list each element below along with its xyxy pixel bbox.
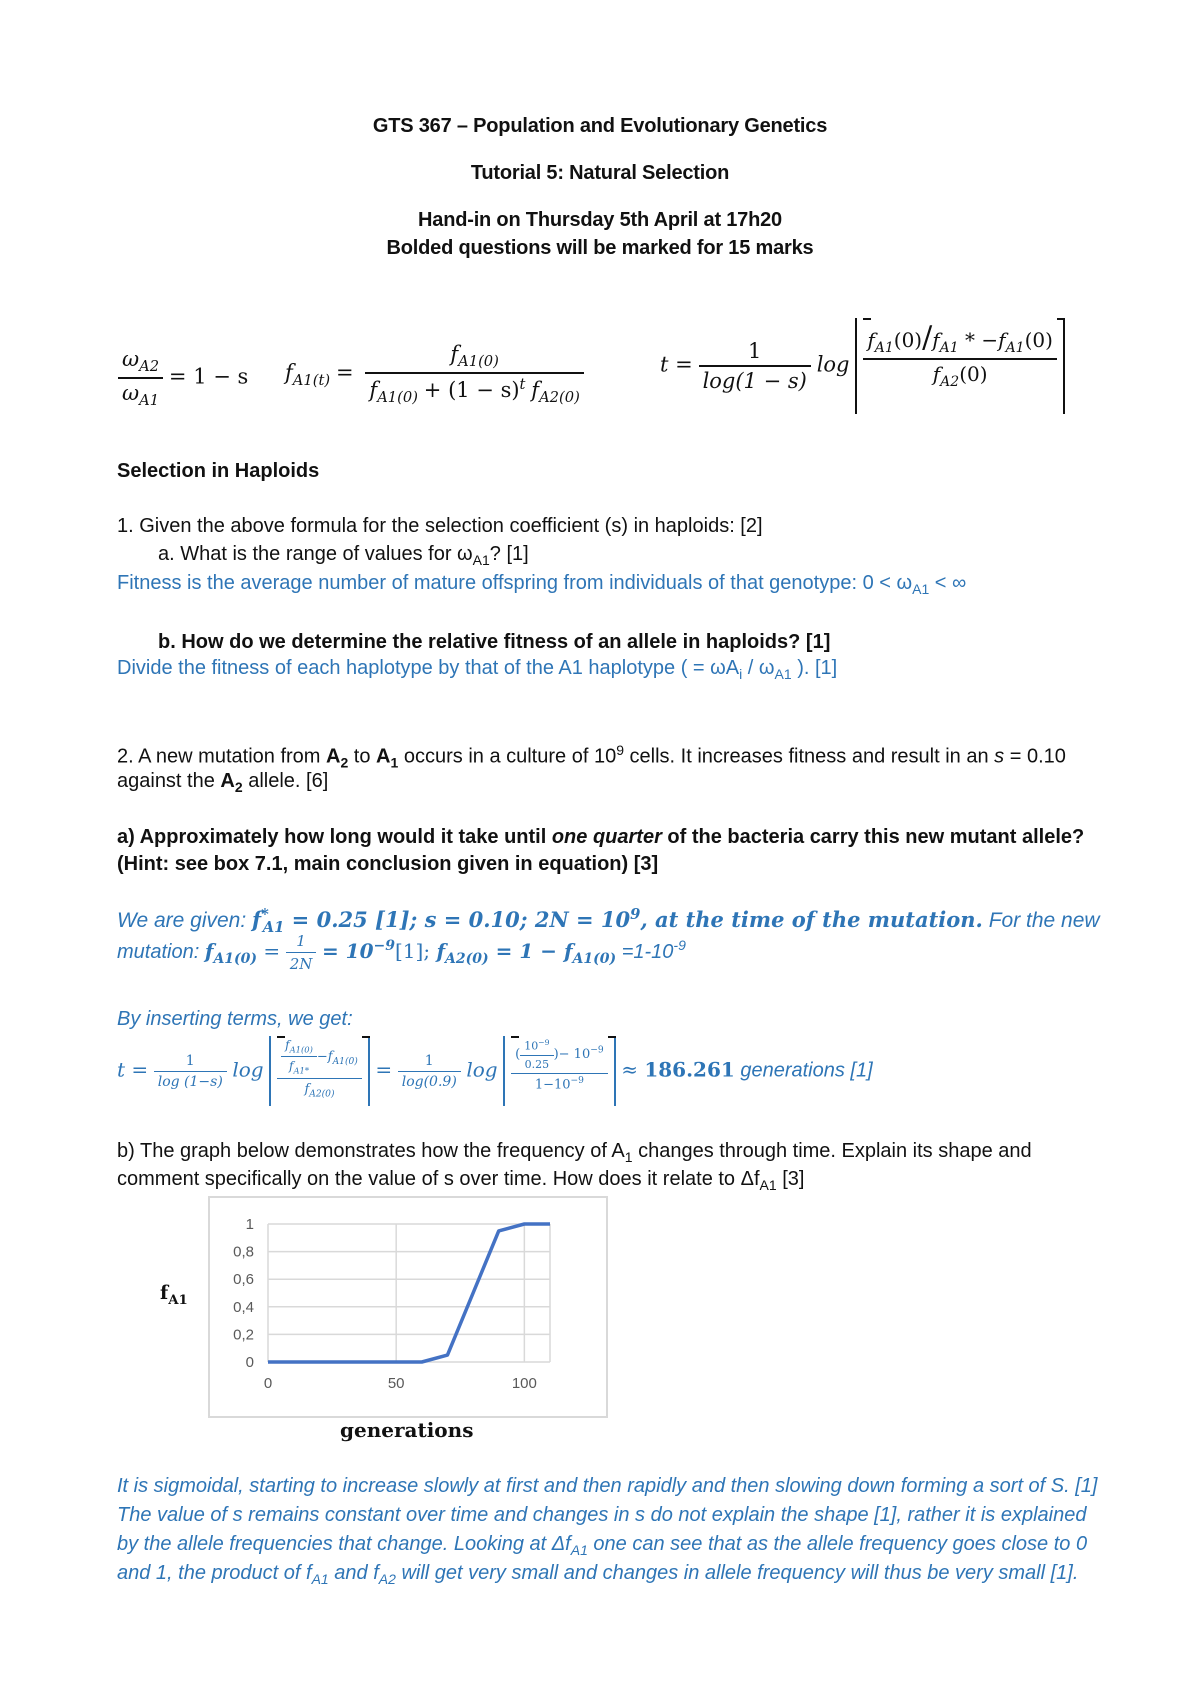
ans-b-l3-a: by the allele frequencies that change. Looking at Δf: [117, 1533, 571, 1555]
marks-note: Bolded questions will be marked for 15 marks: [386, 237, 814, 259]
q2b-l1: b) The graph below demonstrates how the frequency of A: [117, 1140, 625, 1162]
ans-b-l3-b: one can see that as the allele frequency goes close to 0: [587, 1533, 1088, 1555]
calc-in1-c: −f: [316, 1049, 333, 1065]
f2-den-exp: t: [519, 376, 526, 394]
f3-den-f-sub: A2: [940, 374, 960, 390]
question-2b-line1: [117, 1140, 1092, 1165]
calc-in1-c-sub: A1(0): [332, 1056, 358, 1067]
ans-mut-f: f: [436, 938, 446, 963]
y-tick-label: 0,4: [233, 1298, 254, 1316]
ylabel-sub: A1: [168, 1292, 188, 1308]
q2b-l2-b: [3]: [776, 1168, 805, 1190]
calc-eq: =: [375, 1057, 393, 1082]
f2-lhs: f: [285, 360, 293, 385]
f3-c: f: [998, 328, 1006, 352]
answer-2b-l4: [117, 1559, 1078, 1594]
f3-den-f: f: [932, 362, 941, 386]
calc-bracket-1: [269, 1036, 370, 1106]
question-2a-line1: [117, 826, 1084, 849]
f3-b-sub: A1: [939, 340, 959, 356]
calc-in2-a-sup: −9: [538, 1038, 550, 1047]
ans-given-a: We are given:: [117, 909, 253, 932]
f2-den-b: + (1 − s): [423, 378, 520, 403]
calc-in1-b: f: [289, 1059, 294, 1074]
f1-den-sub: A1: [139, 392, 160, 410]
a1a-sub: A1: [912, 581, 930, 597]
question-2b-line2: [117, 1168, 804, 1193]
q2a-l1-a: a) Approximately how long would it take until: [117, 826, 552, 848]
f3-slash: /: [922, 320, 933, 355]
q2-l1-e-sup: 9: [616, 742, 624, 758]
f2-den-a: f: [369, 378, 378, 403]
f1-den: ω: [122, 381, 140, 406]
f3-a: f: [867, 328, 875, 352]
calc-in2-c-sup: −9: [590, 1045, 604, 1056]
ans-mut-c: =: [257, 938, 281, 963]
calc-log2: log: [466, 1057, 498, 1082]
q2-l2-c: allele. [6]: [242, 770, 329, 792]
a1b-sub2: A1: [774, 666, 792, 682]
f3-b: f: [932, 328, 940, 352]
ans-mut-fnum: 1: [286, 932, 317, 953]
chart-xlabel: generations: [340, 1418, 474, 1442]
y-tick-label: 0,8: [233, 1243, 254, 1261]
f3-c-arg: (0): [1024, 328, 1053, 352]
ans-mut-h-sub: A1(0): [572, 950, 617, 967]
f2-lhs-sub: A1(t): [292, 371, 331, 389]
question-2a-line2: (Hint: see box 7.1, main conclusion given in equation) [3]: [117, 853, 659, 875]
f1-rhs: = 1 − s: [168, 364, 249, 389]
answer-2a-calculation: [117, 1036, 873, 1106]
chart-ylabel: [160, 1282, 188, 1308]
f2-num: f: [450, 342, 459, 366]
calc-in2-c: − 10: [558, 1046, 591, 1062]
tutorial-title: Tutorial 5: Natural Selection: [470, 162, 730, 184]
q2b-l1-post: changes through time. Explain its shape and: [632, 1140, 1032, 1162]
f3-c-sub: A1: [1005, 340, 1025, 356]
ans-mut-d-sup: −9: [373, 938, 395, 955]
f3-bracket: [855, 318, 1065, 414]
f2-den-a-sub: A1(0): [377, 389, 418, 407]
question-2-line1: [117, 742, 1066, 771]
ans-mut-a: mutation:: [117, 940, 205, 963]
calc-in2-den: 1−10: [534, 1076, 571, 1092]
answer-1b: [117, 657, 837, 682]
x-tick-label: 100: [511, 1375, 537, 1392]
a1b-mid: / ω: [742, 657, 775, 679]
calc-in1-a: f: [285, 1038, 290, 1052]
q2a-l1-c: of the bacteria carry this new mutant allele?: [661, 826, 1085, 848]
q1a-sub: A1: [472, 552, 490, 568]
chart-frame: [208, 1196, 608, 1418]
answer-2b-l1: It is sigmoidal, starting to increase slowly at first and then rapidly and then slowing down forming a sort of S. [1]: [117, 1475, 1098, 1497]
f1-num: ω: [122, 347, 140, 371]
ans-b-l4-sub1: A1: [311, 1571, 329, 1587]
calc-units: generations [1]: [734, 1059, 873, 1082]
a1b-post: ). [1]: [791, 657, 838, 679]
q2-l1-a: 2. A new mutation from: [117, 745, 326, 768]
ans-mut-g: = 1 −: [488, 938, 564, 963]
ans-given-b-sup: *: [261, 906, 269, 923]
question-2-line2: [117, 770, 328, 795]
f2-den-c: f: [531, 378, 540, 403]
q1a-post: ? [1]: [489, 543, 529, 565]
calc-bracket-2: ( $\frac{10^{-9}}{0.25}$ )− $10^{-9}$ $1-10^{-9}$: [503, 1036, 615, 1106]
course-title: GTS 367 – Population and Evolutionary Genetics: [372, 115, 828, 137]
f3-lhs: t =: [660, 352, 693, 377]
question-1: 1. Given the above formula for the selection coefficient (s) in haploids: [2]: [117, 515, 763, 537]
f2-eq: =: [335, 360, 354, 385]
ans-mut-f-sub: A2(0): [445, 950, 489, 967]
calc-f2-num: 1: [398, 1053, 461, 1072]
ans-mut-b-sub: A1(0): [213, 950, 258, 967]
formula-allele-frequency: [285, 342, 584, 406]
ans-b-l3-sub: A1: [570, 1542, 588, 1558]
calc-in2-b: 0.25: [524, 1057, 550, 1071]
calc-in2-a: 10: [524, 1039, 539, 1053]
ans-mut-i-sup: -9: [673, 937, 686, 954]
x-tick-label: 50: [387, 1375, 405, 1392]
ans-mut-fden: 2N: [289, 955, 313, 973]
answer-2a-insert: By inserting terms, we get:: [117, 1008, 353, 1030]
f2-num-sub: A1(0): [458, 353, 499, 371]
ans-mut-h: f: [563, 938, 573, 963]
ans-mut-d: = 10: [321, 938, 374, 963]
q2a-l1-b: one quarter: [551, 826, 662, 848]
f3-den: log(1 − s): [702, 369, 807, 393]
a1a-post: < ∞: [929, 572, 967, 594]
ans-mut-b: f: [204, 938, 214, 963]
ans-given-b: f: [252, 907, 262, 932]
q2b-l2-sub: A1: [759, 1177, 777, 1193]
ylabel-f: f: [160, 1282, 169, 1304]
y-tick-label: 1: [245, 1216, 254, 1233]
series-line: [268, 1224, 550, 1362]
y-tick-label: 0,2: [233, 1326, 254, 1344]
q2-l1-g: s: [994, 745, 1005, 768]
ans-given-d: , at the time of the mutation.: [640, 907, 983, 932]
calc-t: t =: [117, 1057, 149, 1082]
answer-1a: [117, 572, 966, 597]
ans-b-l4-a: and 1, the product of f: [117, 1562, 312, 1584]
calc-in1-b-sub: A1*: [293, 1065, 310, 1076]
a1a-pre: Fitness is the average number of mature offspring from individuals of that genotype: 0 < ω: [117, 572, 913, 594]
formula-time-to-frequency: [660, 318, 1065, 414]
q2-l1-c: to: [348, 745, 377, 768]
answer-2a-mutation: [117, 932, 686, 973]
ans-b-l4-b: and f: [328, 1562, 379, 1584]
ans-given-c-sup: 9: [630, 906, 641, 923]
f3-den-arg: (0): [959, 362, 988, 386]
calc-approx: ≈: [621, 1057, 645, 1082]
q2-l1-b-sub: 2: [340, 754, 349, 771]
ans-given-c: = 0.25 [1]; s = 0.10; 2N = 10: [284, 907, 631, 932]
q2b-l2-a: comment specifically on the value of s over time. How does it relate to Δf: [117, 1168, 760, 1190]
f3-b-rest: * −: [958, 328, 999, 352]
ans-mut-i: =1-10: [616, 940, 674, 963]
q2-l1-f: cells. It increases fitness and result in an: [623, 745, 995, 768]
q2-l1-d: A: [376, 745, 391, 768]
ans-b-l4-c: will get very small and changes in allele frequency will thus be very small [1].: [395, 1562, 1079, 1584]
calc-in1-den-sub: A2(0): [309, 1089, 335, 1100]
f3-a-sub: A1: [874, 340, 894, 356]
answer-2b-l2: The value of s remains constant over time and changes in s do not explain the shape [1], rather it is explained: [117, 1504, 1087, 1526]
calc-in2-den-sup: −9: [570, 1075, 584, 1086]
ans-mut-e: [1];: [395, 938, 437, 963]
ans-b-l4-sub2: A2: [378, 1571, 396, 1587]
calc-f2-den: log(0.9): [401, 1073, 457, 1090]
q2-l2-b-sub: 2: [234, 779, 243, 795]
q2-l2-b: A: [220, 770, 235, 792]
ans-given-e: For the new: [982, 909, 1100, 932]
f3-num: 1: [699, 339, 811, 367]
question-1b: b. How do we determine the relative fitness of an allele in haploids? [1]: [158, 631, 831, 653]
a1b-sub1: i: [739, 666, 743, 682]
formula-selection-coefficient: [118, 347, 248, 409]
y-tick-label: 0,6: [233, 1271, 254, 1289]
calc-f1-num: 1: [154, 1053, 227, 1072]
handin-date: Hand-in on Thursday 5th April at 17h20: [418, 209, 782, 231]
calc-f1-den: log (1−s): [157, 1073, 223, 1090]
calc-log: log: [232, 1057, 264, 1082]
allele-frequency-chart: [210, 1198, 606, 1416]
x-tick-label: 0: [263, 1375, 273, 1392]
question-1a: [158, 543, 529, 568]
f1-num-sub: A2: [139, 358, 160, 376]
ans-given-b-sub: A1: [262, 919, 285, 937]
a1b-pre: Divide the fitness of each haplotype by that of the A1 haplotype ( = ωA: [117, 657, 740, 679]
calc-in1-den: f: [304, 1081, 310, 1097]
calc-result: 186.261: [644, 1057, 735, 1082]
q1a-pre: a. What is the range of values for ω: [158, 543, 473, 565]
y-tick-label: 0: [245, 1354, 254, 1371]
q2-l1-h: = 0.10: [1004, 745, 1066, 768]
q2b-l1-sub: 1: [624, 1149, 633, 1165]
section-title-haploids: Selection in Haploids: [117, 460, 320, 482]
f3-a-arg: (0): [893, 328, 923, 352]
f2-den-c-sub: A2(0): [539, 389, 580, 407]
calc-in1-a-sub: A1(0): [289, 1044, 313, 1055]
q2-l2-a: against the: [117, 770, 221, 792]
q2-l1-e: occurs in a culture of 10: [398, 745, 617, 768]
q2-l1-b: A: [326, 745, 341, 768]
f3-log: log: [816, 352, 850, 377]
q2-l1-d-sub: 1: [390, 754, 399, 771]
